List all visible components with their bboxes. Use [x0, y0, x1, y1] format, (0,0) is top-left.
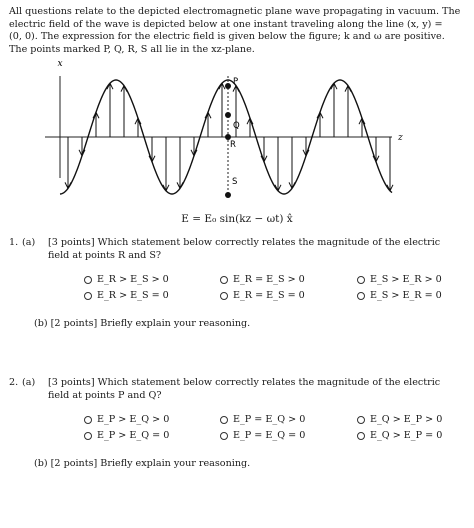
x-axis-label: x — [57, 59, 63, 69]
q1-option-3[interactable]: E_S > E_R > 0 — [357, 274, 442, 285]
radio-icon[interactable] — [220, 292, 228, 300]
radio-icon[interactable] — [220, 276, 228, 284]
point-s — [225, 192, 231, 198]
q2-number: 2. — [9, 377, 19, 388]
intro-line-4: The points marked P, Q, R, S all lie in the xz-plane. — [9, 43, 255, 55]
point-p-label: P — [233, 77, 239, 87]
radio-icon[interactable] — [357, 416, 365, 424]
point-r-label: R — [230, 140, 236, 150]
q1-part-a-text-2: field at points R and S? — [48, 250, 162, 261]
intro-line-2: electric field of the wave is depicted below at one instant traveling along the line (x, y) = — [9, 18, 443, 30]
point-q-label: Q — [233, 121, 240, 131]
radio-icon[interactable] — [357, 276, 365, 284]
q2-option-3[interactable]: E_Q > E_P > 0 — [357, 414, 442, 425]
radio-icon[interactable] — [220, 432, 228, 440]
q2-option-1[interactable]: E_P > E_Q > 0 — [84, 414, 169, 425]
q1-option-1[interactable]: E_R > E_S > 0 — [84, 274, 169, 285]
q1-part-a-text-1: [3 points] Which statement below correctly relates the magnitude of the electric — [48, 237, 441, 248]
q2-part-a-label: (a) — [22, 377, 36, 388]
q1-option-6[interactable]: E_S > E_R = 0 — [357, 290, 442, 301]
q1-option-5[interactable]: E_R = E_S = 0 — [220, 290, 305, 301]
q2-part-a-text-1: [3 points] Which statement below correctly relates the magnitude of the electric — [48, 377, 441, 388]
wave-figure — [0, 58, 474, 220]
q1-option-2[interactable]: E_R = E_S > 0 — [220, 274, 305, 285]
q1-part-b: (b) [2 points] Briefly explain your reasoning. — [34, 318, 251, 329]
radio-icon[interactable] — [357, 292, 365, 300]
radio-icon[interactable] — [84, 292, 92, 300]
field-equation: E = E₀ sin(kz − ωt) x̂ — [181, 213, 293, 225]
q2-option-5[interactable]: E_P = E_Q = 0 — [220, 430, 305, 441]
q2-part-a-text-2: field at points P and Q? — [48, 390, 162, 401]
point-s-label: S — [232, 177, 238, 187]
radio-icon[interactable] — [357, 432, 365, 440]
intro-line-1: All questions relate to the depicted electromagnetic plane wave propagating in vacuum. The — [9, 6, 461, 17]
radio-icon[interactable] — [84, 432, 92, 440]
point-p — [225, 83, 231, 89]
q2-option-6[interactable]: E_Q > E_P = 0 — [357, 430, 442, 441]
z-axis-label: z — [398, 133, 403, 143]
q1-number: 1. — [9, 237, 19, 248]
intro-line-3: (0, 0). The expression for the electric field is given below the figure; k and ω are positive. — [9, 31, 445, 43]
radio-icon[interactable] — [84, 416, 92, 424]
q1-option-4[interactable]: E_R > E_S = 0 — [84, 290, 169, 301]
intro-paragraph — [9, 6, 464, 56]
q1-part-a-label: (a) — [22, 237, 36, 248]
q2-option-2[interactable]: E_P = E_Q > 0 — [220, 414, 305, 425]
q2-part-b: (b) [2 points] Briefly explain your reasoning. — [34, 458, 251, 469]
radio-icon[interactable] — [220, 416, 228, 424]
point-q — [225, 112, 231, 118]
radio-icon[interactable] — [84, 276, 92, 284]
q2-option-4[interactable]: E_P > E_Q = 0 — [84, 430, 169, 441]
